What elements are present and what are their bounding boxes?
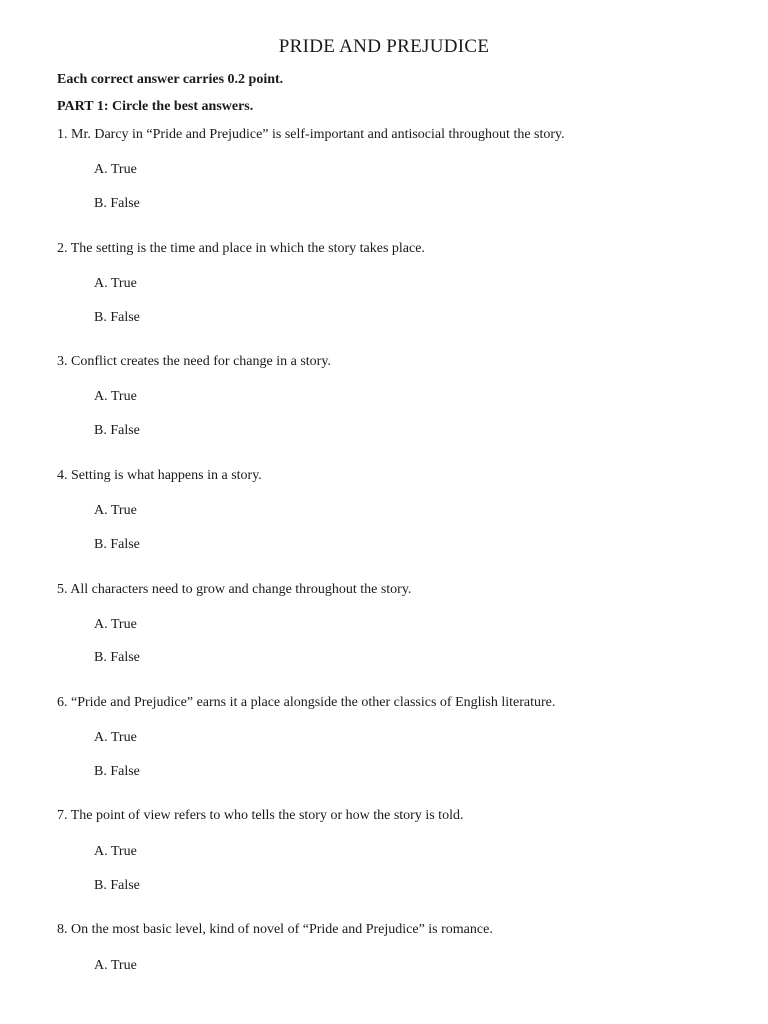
option-a[interactable]: A. True <box>94 389 137 404</box>
option-b[interactable]: B. False <box>94 537 140 552</box>
option-b[interactable]: B. False <box>94 423 140 438</box>
option-b[interactable]: B. False <box>94 310 140 325</box>
option-a[interactable]: A. True <box>94 162 137 177</box>
option-a[interactable]: A. True <box>94 958 137 973</box>
question-stem: 3. Conflict creates the need for change in a story. <box>57 354 331 369</box>
option-a[interactable]: A. True <box>94 730 137 745</box>
option-b[interactable]: B. False <box>94 764 140 779</box>
scoring-note: Each correct answer carries 0.2 point. <box>57 72 284 87</box>
page-title: PRIDE AND PREJUDICE <box>278 36 490 57</box>
question-stem: 8. On the most basic level, kind of novel of “Pride and Prejudice” is romance. <box>57 922 493 937</box>
option-b[interactable]: B. False <box>94 196 140 211</box>
question-stem: 1. Mr. Darcy in “Pride and Prejudice” is self-important and antisocial throughout the story. <box>57 127 565 142</box>
option-a[interactable]: A. True <box>94 617 137 632</box>
question-stem: 6. “Pride and Prejudice” earns it a place alongside the other classics of English literature. <box>57 695 556 710</box>
option-b[interactable]: B. False <box>94 650 140 665</box>
part1-heading: PART 1: Circle the best answers. <box>57 99 254 114</box>
question-stem: 7. The point of view refers to who tells the story or how the story is told. <box>57 808 464 823</box>
option-a[interactable]: A. True <box>94 276 137 291</box>
question-stem: 5. All characters need to grow and change throughout the story. <box>57 582 412 597</box>
question-stem: 2. The setting is the time and place in which the story takes place. <box>57 241 425 256</box>
option-a[interactable]: A. True <box>94 503 137 518</box>
option-b[interactable]: B. False <box>94 878 140 893</box>
question-stem: 4. Setting is what happens in a story. <box>57 468 262 483</box>
option-a[interactable]: A. True <box>94 844 137 859</box>
